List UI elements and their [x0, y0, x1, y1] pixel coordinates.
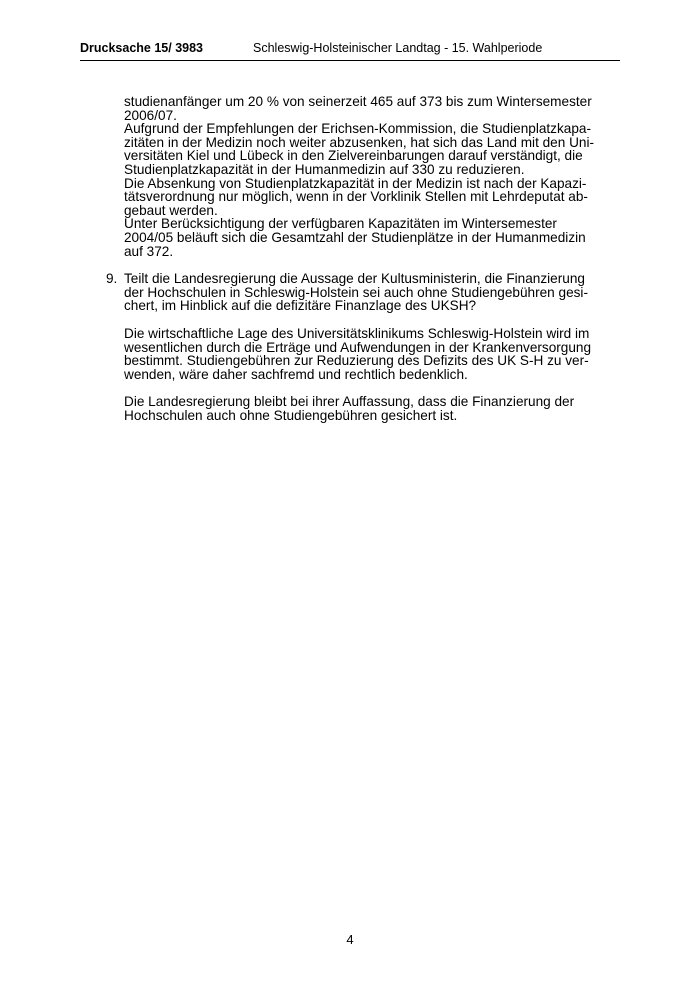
text-line: Studienplatzkapazität in der Humanmedizin auf 330 zu reduzieren. [124, 161, 525, 177]
text-line: versitäten Kiel und Lübeck in den Zielvereinbarungen darauf verständigt, die [124, 148, 583, 164]
answer-paragraph [124, 395, 616, 422]
text-line: Hochschulen auch ohne Studiengebühren gesichert ist. [124, 407, 458, 423]
question-item [0, 272, 700, 313]
text-line: Die Landesregierung bleibt bei ihrer Auffassung, dass die Finanzierung der [124, 394, 575, 410]
text-line: chert, im Hinblick auf die defizitäre Finanzlage des UKSH? [124, 298, 477, 314]
header-title: Schleswig-Holsteinischer Landtag - 15. Wahlperiode [253, 41, 543, 55]
text-line: wesentlichen durch die Erträge und Aufwendungen in der Krankenversorgung [124, 339, 592, 355]
document-number: Drucksache 15/ 3983 [80, 41, 204, 55]
text-line: Die Absenkung von Studienplatzkapazität in der Medizin ist nach der Kapazi- [124, 175, 587, 191]
text-line: Teilt die Landesregierung die Aussage der Kultusministerin, die Finanzierung [124, 271, 585, 287]
text-line: studienanfänger um 20 % von seinerzeit 465 auf 373 bis zum Wintersemester [124, 94, 592, 109]
text-line: zitäten in der Medizin noch weiter abzusenken, hat sich das Land mit den Uni- [124, 134, 594, 150]
text-line: wenden, wäre daher sachfremd und rechtlich bedenklich. [124, 366, 468, 382]
page-number: 4 [346, 932, 354, 947]
text-line: 2006/07. [124, 107, 177, 123]
text-line: 2004/05 beläuft sich die Gesamtzahl der Studienplätze in der Humanmedizin [124, 229, 586, 245]
text-line: der Hochschulen in Schleswig-Holstein sei auch ohne Studiengebühren gesi- [124, 284, 588, 300]
text-line: Die wirtschaftliche Lage des Universitätsklinikums Schleswig-Holstein wird im [124, 325, 590, 341]
question-number: 9. [106, 271, 118, 287]
text-line: bestimmt. Studiengebühren zur Reduzierung des Defizits des UK S-H zu ver- [124, 353, 589, 369]
text-line: tätsverordnung nur möglich, wenn in der Vorklinik Stellen mit Lehrdeputat ab- [124, 189, 588, 205]
question-text [124, 272, 616, 313]
text-line: Unter Berücksichtigung der verfügbaren Kapazitäten im Wintersemester [124, 216, 557, 232]
document-body [0, 95, 700, 422]
text-line: gebaut werden. [124, 202, 218, 218]
answer-paragraph [124, 327, 616, 381]
text-line: auf 372. [124, 243, 174, 259]
intro-paragraph [124, 95, 616, 258]
text-line: Aufgrund der Empfehlungen der Erichsen-Kommission, die Studienplatzkapa- [124, 121, 591, 137]
page-header [80, 38, 620, 61]
